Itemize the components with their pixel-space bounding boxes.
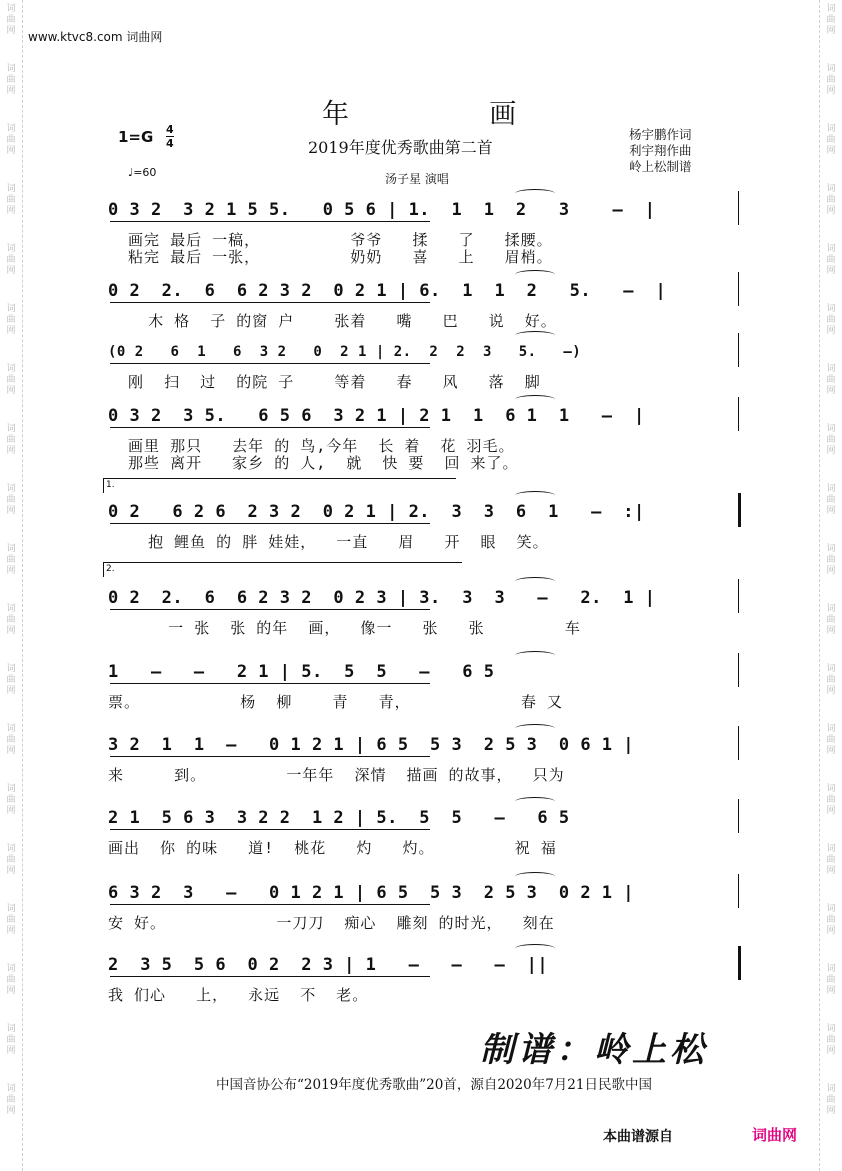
- beam-line: [110, 976, 430, 977]
- arranger-signature: 制谱：岭上松: [480, 1030, 708, 1070]
- barline: [738, 191, 739, 225]
- slur-mark: [515, 724, 555, 733]
- composer-credit: 利宇翔作曲: [629, 143, 692, 158]
- notation-line: 0 2 2. 6 6 2 3 2 0 2 1 | 6. 1 1 2 5. – |: [108, 281, 667, 301]
- beam-line: [110, 221, 430, 222]
- notation-line: 2 1 5 6 3 3 2 2 1 2 | 5. 5 5 – 6 5: [108, 808, 570, 828]
- watermark-glyph: 词 曲 网: [826, 64, 836, 96]
- barline: [738, 653, 739, 687]
- second-ending-bracket: 2.: [103, 562, 462, 577]
- beam-line: [110, 683, 430, 684]
- watermark-glyph: 词 曲 网: [826, 4, 836, 36]
- lyric-line: 我 们心 上， 永远 不 老。: [108, 986, 369, 1004]
- notation-line: 3 2 1 1 – 0 1 2 1 | 6 5 5 3 2 5 3 0 6 1 |: [108, 735, 635, 755]
- watermark-glyph: 词 曲 网: [6, 964, 16, 996]
- notation-line: 0 2 6 2 6 2 3 2 0 2 1 | 2. 3 3 6 1 – :|: [108, 502, 645, 522]
- notation-line: 6 3 2 3 – 0 1 2 1 | 6 5 5 3 2 5 3 0 2 1 |: [108, 883, 635, 903]
- barline: [738, 493, 741, 527]
- slur-mark: [515, 395, 555, 404]
- watermark-glyph: 词 曲 网: [6, 664, 16, 696]
- tempo-mark: ♩=60: [128, 166, 157, 179]
- watermark-glyph: 词 曲 网: [6, 904, 16, 936]
- slur-mark: [515, 577, 555, 586]
- watermark-glyph: 词 曲 网: [826, 1084, 836, 1116]
- slur-mark: [515, 797, 555, 806]
- lyric-line: 票。 杨 柳 青 青， 春 又: [108, 693, 563, 711]
- notation-line: 0 2 2. 6 6 2 3 2 0 2 3 | 3. 3 3 – 2. 1 |: [108, 588, 656, 608]
- footer-brand-link[interactable]: 词曲网: [752, 1126, 798, 1144]
- singer-credit: 汤子星 演唱: [385, 172, 449, 186]
- watermark-glyph: 词 曲 网: [6, 304, 16, 336]
- lyricist-credit: 杨宇鹏作词: [629, 127, 692, 142]
- watermark-glyph: 词 曲 网: [826, 124, 836, 156]
- title-char: 年: [322, 99, 350, 130]
- time-signature: [166, 124, 174, 149]
- watermark-glyph: 词 曲 网: [6, 184, 16, 216]
- slur-mark: [515, 491, 555, 500]
- watermark-glyph: 词 曲 网: [826, 364, 836, 396]
- arranger-credit: 岭上松制谱: [629, 159, 692, 174]
- song-title: [322, 92, 517, 131]
- author-credits: [629, 127, 692, 175]
- watermark-glyph: 词 曲 网: [826, 964, 836, 996]
- beam-line: [110, 829, 430, 830]
- source-note: 中国音协公布“2019年度优秀歌曲”20首，源自2020年7月21日民歌中国: [216, 1077, 652, 1093]
- right-watermark-strip: [819, 0, 842, 1171]
- lyric-line: 一 张 张 的年 画， 像一 张 张 车: [108, 619, 581, 637]
- watermark-glyph: 词 曲 网: [826, 484, 836, 516]
- slur-mark: [515, 872, 555, 881]
- watermark-glyph: 词 曲 网: [826, 724, 836, 756]
- footer-label: 本曲谱源自: [603, 1129, 673, 1145]
- watermark-glyph: 词 曲 网: [6, 244, 16, 276]
- beam-line: [110, 363, 430, 364]
- notation-line: 0 3 2 3 5. 6 5 6 3 2 1 | 2 1 1 6 1 1 – |: [108, 406, 645, 426]
- notation-line: 2 3 5 5 6 0 2 2 3 | 1 – – – ||: [108, 955, 549, 975]
- barline: [738, 946, 741, 980]
- watermark-glyph: 词 曲 网: [826, 244, 836, 276]
- barline: [738, 726, 739, 760]
- watermark-glyph: 词 曲 网: [6, 424, 16, 456]
- watermark-glyph: 词 曲 网: [6, 1084, 16, 1116]
- watermark-glyph: 词 曲 网: [6, 484, 16, 516]
- watermark-glyph: 词 曲 网: [6, 4, 16, 36]
- watermark-glyph: 词 曲 网: [826, 544, 836, 576]
- slur-mark: [515, 944, 555, 953]
- barline: [738, 397, 739, 431]
- watermark-glyph: 词 曲 网: [826, 184, 836, 216]
- lyric-line: 抱 鲤鱼 的 胖 娃娃， 一直 眉 开 眼 笑。: [108, 533, 549, 551]
- lyric-line: 来 到。 一年年 深情 描画 的故事， 只为: [108, 766, 565, 784]
- slur-mark: [515, 331, 555, 340]
- watermark-glyph: 词 曲 网: [6, 724, 16, 756]
- lyric-line: 那些 离开 家乡 的 人, 就 快 要 回 来了。: [108, 454, 519, 472]
- barline: [738, 579, 739, 613]
- beam-line: [110, 904, 430, 905]
- lyric-line: 刚 扫 过 的院 子 等着 春 风 落 脚: [108, 373, 541, 391]
- watermark-glyph: 词 曲 网: [826, 424, 836, 456]
- notation-line: 0 3 2 3 2 1 5 5. 0 5 6 | 1. 1 1 2 3 – |: [108, 200, 656, 220]
- barline: [738, 333, 739, 367]
- lyric-line: 画出 你 的味 道! 桃花 灼 灼。 祝 福: [108, 839, 557, 857]
- watermark-glyph: 词 曲 网: [6, 544, 16, 576]
- slur-mark: [515, 651, 555, 660]
- watermark-glyph: 词 曲 网: [826, 664, 836, 696]
- title-char: 画: [489, 99, 518, 130]
- watermark-glyph: 词 曲 网: [6, 64, 16, 96]
- notation-line: 1 – – 2 1 | 5. 5 5 – 6 5: [108, 662, 495, 682]
- first-ending-bracket: 1.: [103, 478, 456, 493]
- slur-mark: [515, 189, 555, 198]
- watermark-glyph: 词 曲 网: [826, 604, 836, 636]
- watermark-glyph: 词 曲 网: [826, 784, 836, 816]
- left-watermark-strip: [0, 0, 23, 1171]
- lyric-line: 安 好。 一刀刀 痴心 雕刻 的时光， 刻在: [108, 914, 555, 932]
- beam-line: [110, 523, 430, 524]
- watermark-glyph: 词 曲 网: [826, 1024, 836, 1056]
- beam-line: [110, 609, 430, 610]
- watermark-glyph: 词 曲 网: [6, 124, 16, 156]
- watermark-glyph: 词 曲 网: [6, 784, 16, 816]
- beam-line: [110, 427, 430, 428]
- notation-line: (0 2 6 1 6 3 2 0 2 1 | 2. 2 2 3 5. –): [108, 344, 582, 360]
- watermark-glyph: 词 曲 网: [6, 364, 16, 396]
- lyric-line: 画完 最后 一稿， 爷爷 揉 了 揉腰。: [108, 231, 553, 249]
- watermark-glyph: 词 曲 网: [6, 1024, 16, 1056]
- watermark-glyph: 词 曲 网: [6, 604, 16, 636]
- time-sig-top: 4: [166, 123, 174, 136]
- beam-line: [110, 756, 430, 757]
- barline: [738, 272, 739, 306]
- subtitle: 2019年度优秀歌曲第二首: [308, 138, 493, 157]
- site-header[interactable]: www.ktvc8.com 词曲网: [28, 30, 163, 44]
- lyric-line: 木 格 子 的窗 户 张着 嘴 巴 说 好。: [108, 312, 557, 330]
- watermark-glyph: 词 曲 网: [826, 304, 836, 336]
- beam-line: [110, 302, 430, 303]
- watermark-glyph: 词 曲 网: [826, 844, 836, 876]
- time-sig-bottom: 4: [166, 137, 174, 150]
- lyric-line: 粘完 最后 一张， 奶奶 喜 上 眉梢。: [108, 248, 553, 266]
- lyric-line: 画里 那只 去年 的 鸟,今年 长 着 花 羽毛。: [108, 437, 515, 455]
- slur-mark: [515, 270, 555, 279]
- key-signature: 1=G: [118, 128, 154, 146]
- watermark-glyph: 词 曲 网: [6, 844, 16, 876]
- watermark-glyph: 词 曲 网: [826, 904, 836, 936]
- barline: [738, 799, 739, 833]
- barline: [738, 874, 739, 908]
